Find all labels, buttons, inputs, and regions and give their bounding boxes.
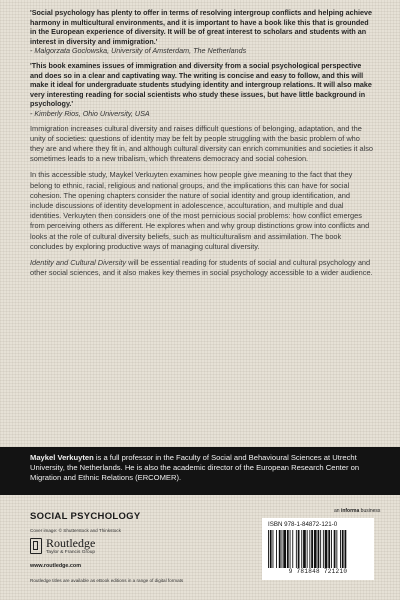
- series-label: SOCIAL PSYCHOLOGY: [30, 511, 141, 522]
- imprint-prefix: an: [334, 508, 341, 514]
- description-paragraph-1: Immigration increases cultural diversity and raises difficult questions of belonging, adaptation, and the unity of societies: questions of identity may be felt by people struggling with the basic problem of who they are and where they fit in, and although cultural diversity can enrich communities and societies it also sometimes leads to a new tribalism, which threatens democracy and social cohesion.: [30, 123, 374, 164]
- description-paragraph-3: [30, 258, 375, 278]
- author-name: Maykel Verkuyten: [30, 453, 94, 462]
- ebook-note: Routledge titles are available as eBook editions in a range of digital formats: [30, 578, 184, 583]
- publisher-website[interactable]: www.routledge.com: [30, 563, 82, 569]
- endorsement-attribution: - Malgorzata Goclowska, University of Amsterdam, The Netherlands: [30, 46, 247, 56]
- author-bio: [30, 453, 375, 484]
- barcode-digits: 9 781848 721210: [288, 568, 348, 575]
- isbn-barcode: [262, 518, 374, 580]
- publisher-logo: [30, 536, 150, 562]
- book-title-italic: Identity and Cultural Diversity: [30, 257, 127, 267]
- endorsement-quote: 'This book examines issues of immigration and diversity from a social psychological perspective and does so in a clear and captivating way. The writing is concise and easy to follow, and this will make it ideal for undergraduate students studying identity and intergroup relations. It will also make very interesting reading for social scientists who study these issues, but have little background in psychology.': [30, 60, 372, 109]
- isbn-label: ISBN 978-1-84872-121-0: [268, 521, 338, 528]
- endorsement-quote: 'Social psychology has plenty to offer in terms of resolving intergroup conflicts and helping achieve harmony in multicultural environments, and it is important to have a book like this that is grounded in the European experience of diversity. It will be of great interest to scholars and students with an interest in diversity and immigration.': [30, 8, 372, 46]
- imprint-brand: informa: [340, 508, 360, 514]
- endorsement-2: [30, 61, 375, 119]
- description-paragraph-3-text: will be essential reading for students of social and cultural psychology and other social sciences, and it also makes key themes in social psychology accessible to a wider audience.: [30, 257, 373, 278]
- endorsement-1: [30, 8, 375, 56]
- description-paragraph-2: In this accessible study, Maykel Verkuyten examines how people give meaning to the fact that they belong to ethnic, racial, religious and national groups, and the implications this can have for social cohesion. The opening chapters consider the nature of social identity and group identification, and include discussions of identity development in adolescence, acculturation, and multiple and dual identities. Verkuyten then considers one of the most pernicious social problems: how conflict emerges from perceiving others as different. He explores when and why group distinctions grow into conflicts and looks at the role of cultural diversity beliefs, such as multiculturalism and assimilation. The book concludes by exploring productive ways of managing cultural diversity.: [30, 170, 370, 251]
- informa-imprint: [334, 508, 380, 514]
- cover-image-credit: Cover image: © Shutterstock and Thinkstock: [30, 528, 121, 533]
- back-cover-text: [30, 8, 375, 284]
- publisher-name: Routledge: [46, 536, 96, 550]
- imprint-suffix: business: [359, 508, 381, 514]
- routledge-logo-icon: [30, 538, 42, 554]
- author-bio-text: is a full professor in the Faculty of Social and Behavioural Sciences at Utrecht University, the Netherlands. He is also the academic director of the European Research Center on Migration and Ethnic Relations (ERCOMER).: [30, 453, 360, 483]
- publisher-group: Taylor & Francis Group: [46, 550, 96, 555]
- barcode-bars-icon: [268, 530, 368, 568]
- endorsement-attribution: - Kimberly Rios, Ohio University, USA: [30, 108, 150, 118]
